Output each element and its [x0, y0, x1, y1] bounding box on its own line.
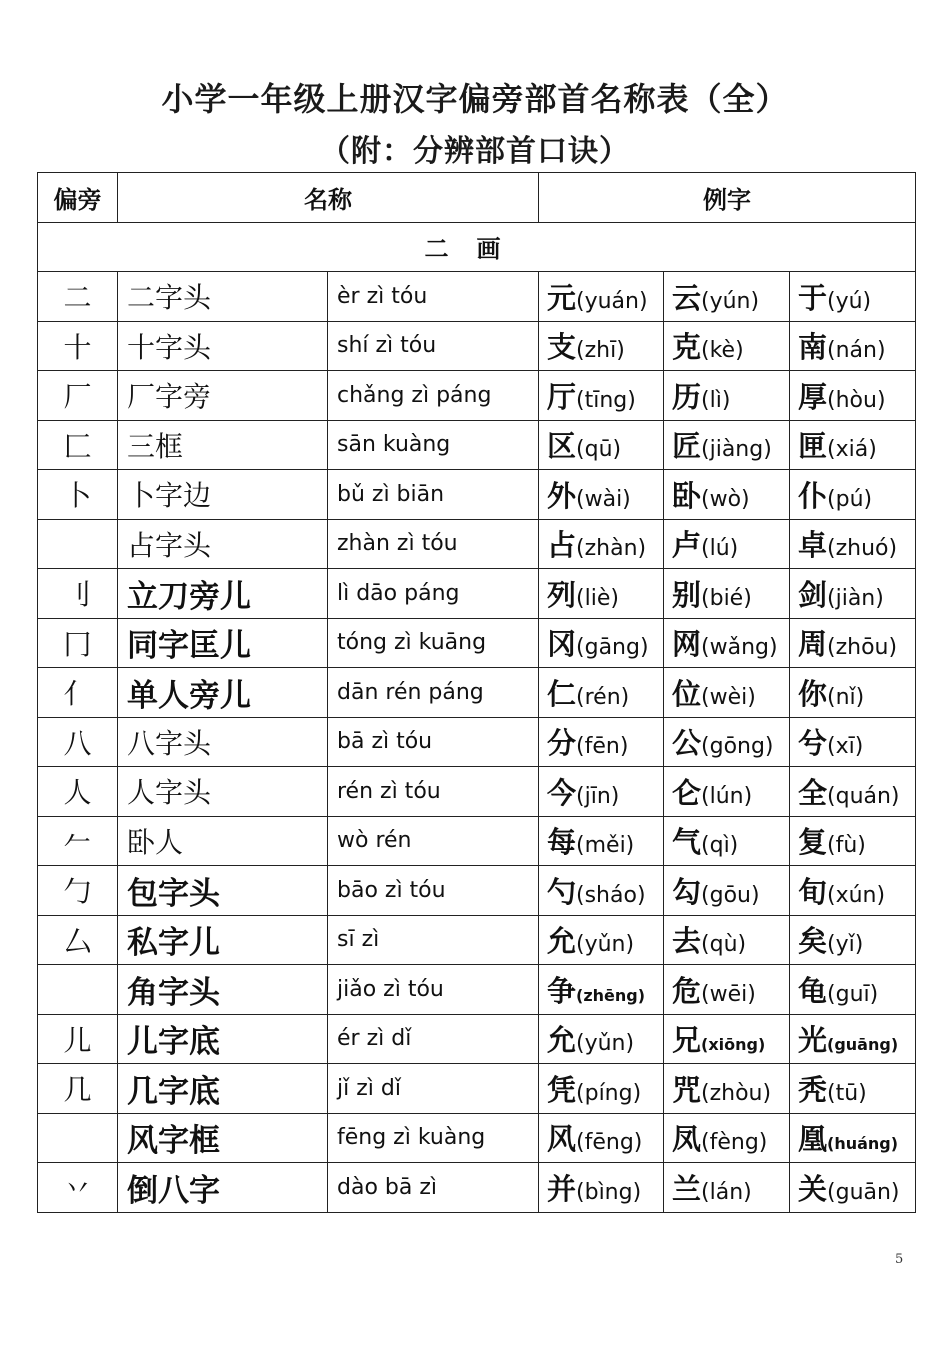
example-pinyin: (yǐ) [827, 932, 864, 958]
example-pinyin: (píng) [576, 1080, 642, 1106]
pinyin-cell: lì dāo páng [328, 569, 539, 619]
example-cell [664, 866, 790, 916]
table-row [38, 965, 916, 1015]
example-pinyin: (tū) [827, 1080, 867, 1106]
example-char: 列 [547, 577, 577, 612]
pinyin-cell: rén zì tóu [328, 767, 539, 817]
example-char: 争 [547, 973, 577, 1008]
example-char: 矣 [798, 924, 828, 959]
example-char: 卓 [798, 528, 828, 563]
pinyin-cell: shí zì tóu [328, 321, 539, 371]
example-pinyin: (qù) [701, 932, 747, 958]
example-pinyin: (nǐ) [827, 684, 865, 710]
example-pinyin: (bié) [701, 585, 752, 611]
example-pinyin: (fù) [827, 833, 866, 859]
example-cell [539, 965, 664, 1015]
example-cell [664, 569, 790, 619]
example-pinyin: (wài) [576, 486, 631, 512]
table-row [38, 1163, 916, 1213]
example-cell [664, 668, 790, 718]
pinyin-cell: bāo zì tóu [328, 866, 539, 916]
example-char: 别 [672, 577, 702, 612]
example-cell [539, 321, 664, 371]
example-char: 元 [547, 280, 577, 315]
example-char: 南 [798, 330, 828, 365]
example-char: 支 [547, 330, 577, 365]
example-cell [664, 420, 790, 470]
example-char: 厚 [798, 379, 828, 414]
example-char: 凰 [798, 1122, 828, 1157]
radical-cell [38, 1113, 118, 1163]
pinyin-cell: sān kuàng [328, 420, 539, 470]
example-cell [539, 767, 664, 817]
example-char: 卧 [672, 478, 702, 513]
example-char: 每 [547, 825, 577, 860]
example-pinyin: (yún) [701, 288, 760, 314]
example-pinyin: (sháo) [576, 882, 646, 908]
example-char: 龟 [798, 973, 828, 1008]
name-cell: 厂字旁 [118, 371, 328, 421]
example-pinyin: (guī) [827, 981, 879, 1007]
example-cell [790, 1014, 916, 1064]
example-pinyin: (liè) [576, 585, 619, 611]
example-char: 关 [798, 1171, 828, 1206]
table-row [38, 1113, 916, 1163]
example-pinyin: (wēi) [701, 981, 756, 1007]
example-pinyin: (pú) [827, 486, 873, 512]
example-char: 网 [672, 627, 702, 662]
page-subtitle: （附：分辨部首口诀） [320, 134, 630, 169]
example-char: 光 [798, 1023, 828, 1058]
example-cell [790, 1113, 916, 1163]
radical-cell: 匚 [38, 420, 118, 470]
table-row [38, 767, 916, 817]
example-cell [790, 767, 916, 817]
example-char: 外 [547, 478, 577, 513]
radical-cell: 厂 [38, 371, 118, 421]
page-number: 5 [895, 1252, 904, 1267]
table-row [38, 1014, 916, 1064]
example-cell [539, 470, 664, 520]
example-cell [790, 816, 916, 866]
example-char: 兮 [798, 726, 828, 761]
example-pinyin: (fēn) [576, 734, 629, 760]
example-char: 允 [547, 924, 577, 959]
example-cell [664, 1113, 790, 1163]
example-char: 占 [547, 528, 577, 563]
example-pinyin: (zhēng) [576, 985, 646, 1005]
example-pinyin: (wèi) [701, 684, 756, 710]
example-char: 凭 [547, 1072, 577, 1107]
table-row [38, 371, 916, 421]
example-pinyin: (zhōu) [827, 635, 898, 661]
pinyin-cell: jiǎo zì tóu [328, 965, 539, 1015]
example-char: 周 [798, 627, 828, 662]
radical-cell [38, 965, 118, 1015]
example-cell [790, 519, 916, 569]
example-char: 于 [798, 280, 828, 315]
example-cell [790, 420, 916, 470]
example-pinyin: (fèng) [701, 1130, 768, 1156]
example-cell [539, 915, 664, 965]
pinyin-cell: dào bā zì [328, 1163, 539, 1213]
example-pinyin: (gōng) [701, 734, 774, 760]
example-cell [664, 1064, 790, 1114]
example-cell [539, 1014, 664, 1064]
example-char: 并 [547, 1171, 577, 1206]
example-pinyin: (zhòu) [701, 1080, 772, 1106]
table-row [38, 569, 916, 619]
example-pinyin: (gōu) [701, 882, 760, 908]
example-cell [664, 717, 790, 767]
radical-cell: 勹 [38, 866, 118, 916]
example-cell [664, 618, 790, 668]
name-cell: 单人旁儿 [118, 668, 328, 718]
example-char: 历 [672, 379, 702, 414]
example-char: 仑 [672, 775, 702, 810]
example-cell [664, 915, 790, 965]
header-name: 名称 [118, 173, 539, 223]
pinyin-cell: ér zì dǐ [328, 1014, 539, 1064]
example-cell [790, 272, 916, 322]
example-pinyin: (xī) [827, 734, 864, 760]
example-char: 兄 [672, 1023, 702, 1058]
radical-cell: 八 [38, 717, 118, 767]
name-cell: 人字头 [118, 767, 328, 817]
example-char: 厅 [547, 379, 577, 414]
example-char: 仆 [798, 478, 828, 513]
example-pinyin: (jiàng) [701, 437, 772, 463]
radical-cell: 卜 [38, 470, 118, 520]
example-cell [790, 915, 916, 965]
table-row [38, 1064, 916, 1114]
example-pinyin: (kè) [701, 338, 744, 364]
pinyin-cell: wò rén [328, 816, 539, 866]
example-char: 兰 [672, 1171, 702, 1206]
example-char: 风 [547, 1122, 577, 1157]
radical-cell [38, 519, 118, 569]
radical-cell: 𠂉 [38, 816, 118, 866]
name-cell: 风字框 [118, 1113, 328, 1163]
example-char: 勾 [672, 874, 702, 909]
pinyin-cell: tóng zì kuāng [328, 618, 539, 668]
example-char: 旬 [798, 874, 828, 909]
example-pinyin: (guāng) [827, 1035, 899, 1055]
example-pinyin: (rén) [576, 684, 630, 710]
example-char: 凤 [672, 1122, 702, 1157]
example-char: 分 [547, 726, 577, 761]
example-pinyin: (lì) [701, 387, 731, 413]
example-cell [539, 569, 664, 619]
example-char: 卢 [672, 528, 702, 563]
example-pinyin: (yuán) [576, 288, 648, 314]
example-pinyin: (wǎng) [701, 635, 778, 661]
example-pinyin: (guān) [827, 1179, 900, 1205]
radical-cell: 二 [38, 272, 118, 322]
example-char: 区 [547, 429, 577, 464]
table-row [38, 668, 916, 718]
example-pinyin: (fēng) [576, 1130, 643, 1156]
example-pinyin: (jiàn) [827, 585, 884, 611]
example-char: 云 [672, 280, 702, 315]
table-row [38, 717, 916, 767]
example-pinyin: (xiá) [827, 437, 877, 463]
example-cell [664, 767, 790, 817]
pinyin-cell: bǔ zì biān [328, 470, 539, 520]
name-cell: 几字底 [118, 1064, 328, 1114]
example-cell [664, 1163, 790, 1213]
example-char: 匣 [798, 429, 828, 464]
example-pinyin: (hòu) [827, 387, 886, 413]
example-cell [539, 519, 664, 569]
example-cell [664, 272, 790, 322]
example-pinyin: (lú) [701, 536, 739, 562]
name-cell: 卧人 [118, 816, 328, 866]
example-char: 剑 [798, 577, 828, 612]
pinyin-cell: èr zì tóu [328, 272, 539, 322]
name-cell: 卜字边 [118, 470, 328, 520]
example-cell [539, 816, 664, 866]
example-cell [539, 668, 664, 718]
example-cell [539, 717, 664, 767]
pinyin-cell: jǐ zì dǐ [328, 1064, 539, 1114]
table-row [38, 519, 916, 569]
example-cell [539, 1113, 664, 1163]
example-char: 去 [672, 924, 702, 959]
name-cell: 三框 [118, 420, 328, 470]
example-cell [790, 1064, 916, 1114]
example-cell [790, 717, 916, 767]
name-cell: 倒八字 [118, 1163, 328, 1213]
example-cell [539, 618, 664, 668]
radical-cell: 厶 [38, 915, 118, 965]
example-pinyin: (xiōng) [701, 1035, 766, 1055]
name-cell: 私字儿 [118, 915, 328, 965]
header-radical: 偏旁 [38, 173, 118, 223]
example-cell [790, 965, 916, 1015]
example-cell [664, 965, 790, 1015]
pinyin-cell: fēng zì kuàng [328, 1113, 539, 1163]
example-char: 勺 [547, 874, 577, 909]
example-pinyin: (zhàn) [576, 536, 647, 562]
example-cell [539, 371, 664, 421]
example-cell [539, 1064, 664, 1114]
pinyin-cell: bā zì tóu [328, 717, 539, 767]
table-row [38, 470, 916, 520]
page-title: 小学一年级上册汉字偏旁部首名称表（全） [161, 80, 789, 118]
example-cell [664, 321, 790, 371]
example-char: 允 [547, 1023, 577, 1058]
name-cell: 包字头 [118, 866, 328, 916]
table-row [38, 420, 916, 470]
table-row [38, 866, 916, 916]
example-char: 气 [672, 825, 702, 860]
radical-cell: 刂 [38, 569, 118, 619]
example-cell [790, 1163, 916, 1213]
example-pinyin: (jīn) [576, 783, 620, 809]
example-pinyin: (zhuó) [827, 536, 898, 562]
example-pinyin: (měi) [576, 833, 635, 859]
example-cell [790, 668, 916, 718]
name-cell: 十字头 [118, 321, 328, 371]
example-char: 克 [672, 330, 702, 365]
example-pinyin: (lún) [701, 783, 753, 809]
pinyin-cell: dān rén páng [328, 668, 539, 718]
example-char: 仁 [547, 676, 577, 711]
name-cell: 角字头 [118, 965, 328, 1015]
radical-cell: 冂 [38, 618, 118, 668]
example-pinyin: (zhī) [576, 338, 625, 364]
example-char: 你 [798, 676, 828, 711]
example-cell [664, 519, 790, 569]
name-cell: 同字匡儿 [118, 618, 328, 668]
radical-cell: 丷 [38, 1163, 118, 1213]
example-pinyin: (lán) [701, 1179, 752, 1205]
example-char: 今 [547, 775, 577, 810]
example-pinyin: (gāng) [576, 635, 649, 661]
example-pinyin: (bìng) [576, 1179, 642, 1205]
example-char: 危 [672, 973, 702, 1008]
header-examples: 例字 [539, 173, 916, 223]
example-pinyin: (wò) [701, 486, 750, 512]
name-cell: 儿字底 [118, 1014, 328, 1064]
example-pinyin: (tīng) [576, 387, 636, 413]
pinyin-cell: zhàn zì tóu [328, 519, 539, 569]
example-char: 复 [798, 825, 828, 860]
table-row [38, 618, 916, 668]
example-char: 匠 [672, 429, 702, 464]
example-char: 咒 [672, 1072, 702, 1107]
example-cell [664, 470, 790, 520]
example-pinyin: (xún) [827, 882, 886, 908]
example-pinyin: (qì) [701, 833, 739, 859]
example-pinyin: (yú) [827, 288, 872, 314]
example-pinyin: (yǔn) [576, 1031, 635, 1057]
example-pinyin: (qū) [576, 437, 622, 463]
example-char: 全 [798, 775, 828, 810]
example-cell [539, 272, 664, 322]
example-char: 秃 [798, 1072, 828, 1107]
table-row [38, 816, 916, 866]
example-cell [664, 816, 790, 866]
example-pinyin: (nán) [827, 338, 886, 364]
radical-table [37, 172, 916, 1213]
example-pinyin: (huáng) [827, 1134, 899, 1154]
example-char: 位 [672, 676, 702, 711]
section-heading: 二画 [38, 222, 916, 272]
example-cell [790, 470, 916, 520]
radical-cell: 儿 [38, 1014, 118, 1064]
example-char: 冈 [547, 627, 577, 662]
table-row [38, 272, 916, 322]
radical-cell: 亻 [38, 668, 118, 718]
radical-cell: 人 [38, 767, 118, 817]
example-cell [790, 371, 916, 421]
example-cell [790, 569, 916, 619]
name-cell: 立刀旁儿 [118, 569, 328, 619]
example-cell [790, 321, 916, 371]
radical-cell: 几 [38, 1064, 118, 1114]
table-row [38, 915, 916, 965]
example-char: 公 [672, 726, 702, 761]
example-cell [664, 1014, 790, 1064]
pinyin-cell: sī zì [328, 915, 539, 965]
name-cell: 八字头 [118, 717, 328, 767]
example-pinyin: (yǔn) [576, 932, 635, 958]
example-cell [539, 420, 664, 470]
example-cell [790, 866, 916, 916]
example-cell [790, 618, 916, 668]
name-cell: 二字头 [118, 272, 328, 322]
example-cell [539, 866, 664, 916]
name-cell: 占字头 [118, 519, 328, 569]
example-cell [539, 1163, 664, 1213]
example-pinyin: (quán) [827, 783, 900, 809]
example-cell [664, 371, 790, 421]
pinyin-cell: chǎng zì páng [328, 371, 539, 421]
radical-cell: 十 [38, 321, 118, 371]
table-row [38, 321, 916, 371]
